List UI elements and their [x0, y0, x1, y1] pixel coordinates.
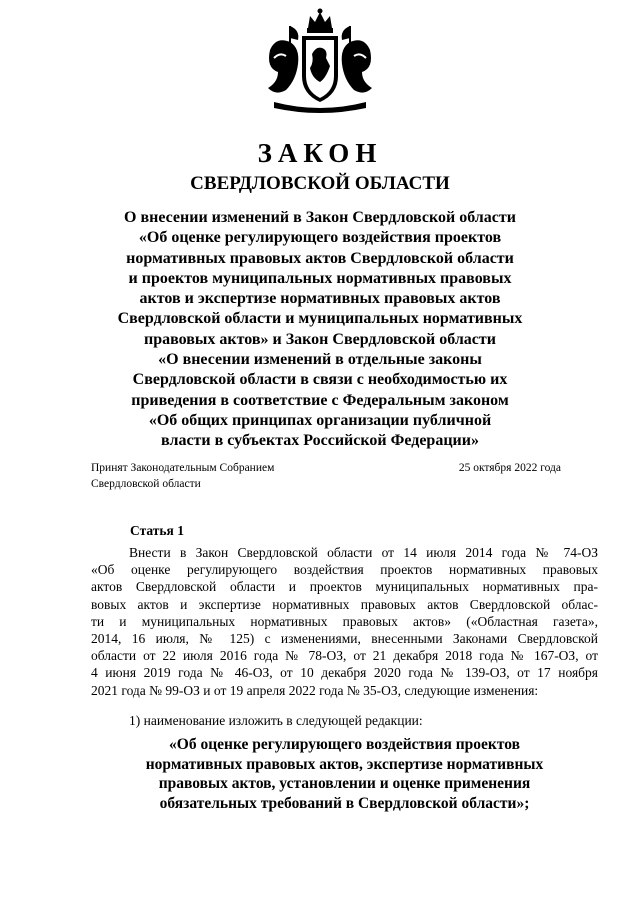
title-line: Свердловской области и муниципальных нормативных	[117, 310, 523, 328]
law-title	[86, 208, 554, 452]
paragraph-line: вовых актов и экспертизе нормативных правовых актов Свердловской облас-	[91, 596, 598, 612]
new-name-line: обязательных требований в Свердловской области»;	[159, 794, 530, 812]
title-line: и проектов муниципальных нормативных правовых	[128, 269, 512, 287]
adoption-date: 25 октября 2022 года	[458, 462, 561, 474]
new-name-line: нормативных правовых актов, экспертизе нормативных	[145, 755, 544, 773]
title-line: «Об оценке регулирующего воздействия проектов	[138, 229, 502, 247]
paragraph-line: 4 июня 2019 года № 46-ОЗ, от 10 декабря 2020 года № 139-ОЗ, от 17 ноября	[91, 665, 598, 681]
adopted-by-line: Свердловской области	[91, 478, 201, 490]
article-heading: Статья 1	[130, 523, 184, 538]
paragraph-line: ти и муниципальных нормативных правовых актов» («Областная газета»,	[91, 613, 598, 629]
coat-of-arms-icon	[260, 6, 380, 118]
title-line: актов и экспертизе нормативных правовых актов	[139, 290, 501, 308]
title-line: правовых актов» и Закон Свердловской области	[144, 330, 496, 348]
adopted-by-line: Принят Законодательным Собранием	[91, 462, 275, 474]
region-heading: СВЕРДЛОВСКОЙ ОБЛАСТИ	[190, 173, 450, 194]
paragraph-line: области от 22 июля 2016 года № 78-ОЗ, от 21 декабря 2018 года № 167-ОЗ, от	[91, 648, 598, 664]
new-name-line: правовых актов, установлении и оценке применения	[158, 775, 531, 793]
title-line: приведения в соответствие с Федеральным законом	[131, 391, 509, 409]
title-line: Свердловской области в связи с необходимостью их	[132, 371, 508, 389]
title-line: «О внесении изменений в отдельные законы	[158, 351, 482, 369]
paragraph-line: Внести в Закон Свердловской области от 14 июля 2014 года № 74-ОЗ	[129, 545, 598, 560]
title-line: нормативных правовых актов Свердловской области	[126, 249, 514, 267]
adopted-by	[91, 460, 371, 492]
list-item-1: 1) наименование изложить в следующей редакции:	[129, 713, 423, 728]
paragraph-line: 2021 года № 99-ОЗ и от 19 апреля 2022 года № 35-ОЗ, следующие изменения:	[91, 682, 539, 698]
new-name-line: «Об оценке регулирующего воздействия проектов	[169, 736, 520, 753]
new-law-name	[91, 735, 598, 813]
law-heading: ЗАКОН	[257, 138, 383, 168]
title-line: власти в субъектах Российской Федерации»	[161, 432, 479, 450]
paragraph-line: 2014, 16 июля, № 125) с изменениями, внесенными Законами Свердловской	[91, 631, 598, 647]
paragraph-line: актов Свердловской области и проектов муниципальных нормативных пра-	[91, 579, 598, 595]
title-line: О внесении изменений в Закон Свердловской области	[124, 209, 516, 226]
title-line: «Об общих принципах организации публичной	[148, 411, 492, 429]
paragraph-line: «Об оценке регулирующего воздействия проектов нормативных правовых	[91, 562, 598, 578]
article-paragraph	[91, 544, 598, 699]
